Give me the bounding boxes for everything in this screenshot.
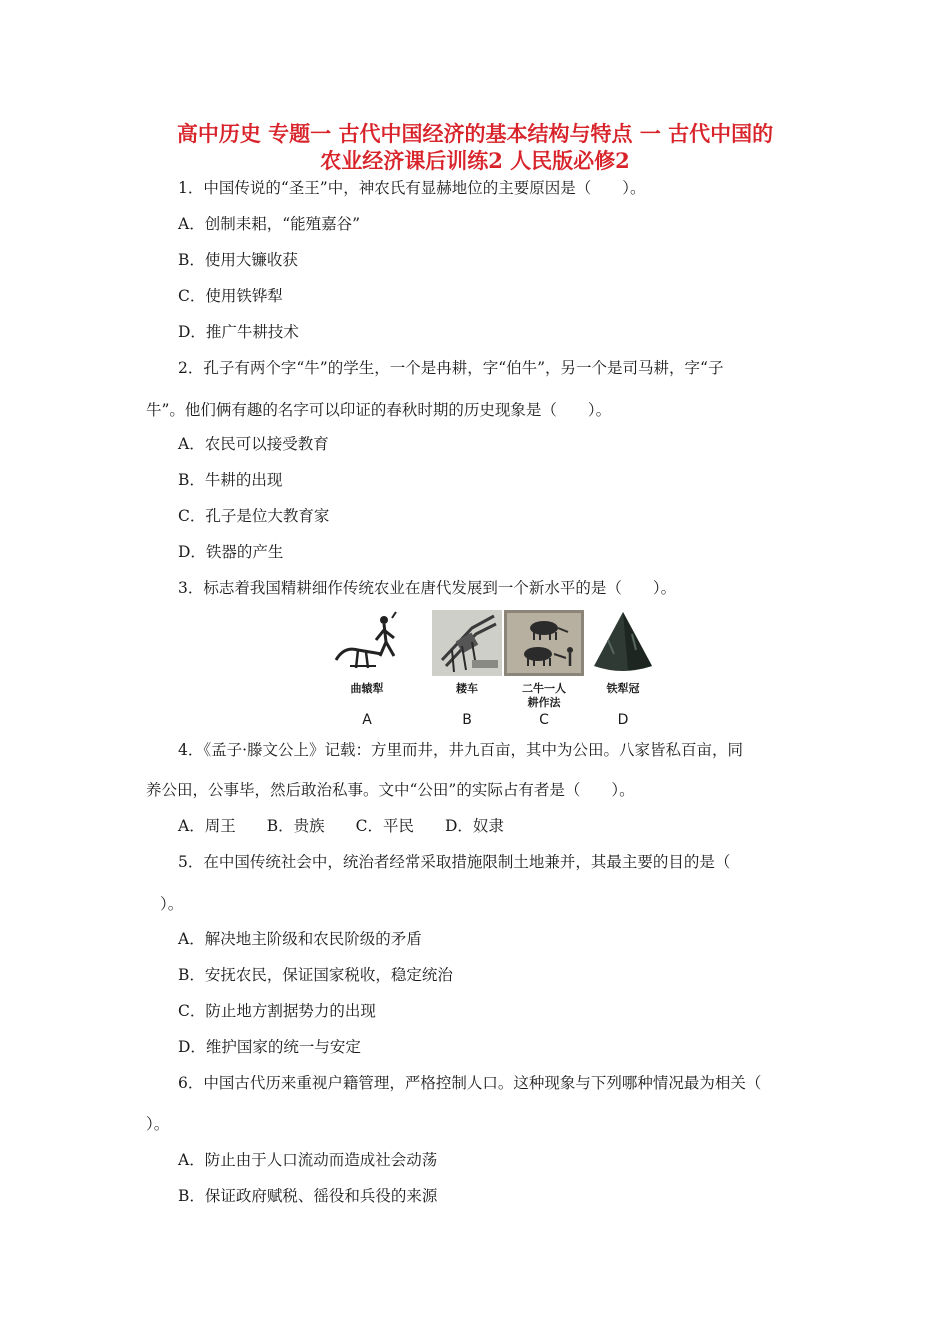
q2-stem-line-2: 牛”。他们俩有趣的名字可以印证的春秋时期的历史现象是（ ）。 [146, 401, 612, 419]
figure-caption-c-line-2: 耕作法 [527, 696, 561, 709]
title-line-1: 高中历史 专题一 古代中国经济的基本结构与特点 一 古代中国的 [176, 121, 774, 146]
document-title [120, 120, 830, 174]
q5-option-c: C．防止地方割据势力的出现 [178, 1002, 376, 1020]
q4-stem-line-2: 养公田，公事毕，然后敢治私事。文中“公田”的实际占有者是（ ）。 [146, 781, 635, 799]
curved-plow-image [332, 610, 402, 676]
q1-option-d: D．推广牛耕技术 [178, 323, 299, 341]
q6-stem-line-2: ）。 [146, 1115, 170, 1133]
q6-option-b: B．保证政府赋税、徭役和兵役的来源 [178, 1187, 438, 1205]
q5-option-b: B．安抚农民，保证国家税收，稳定统治 [178, 966, 453, 984]
q4-stem-line-1: 4．《孟子·滕文公上》记载：方里而井，井九百亩，其中为公田。八家皆私百亩，同 [178, 741, 744, 759]
q5-stem-line-2: ）。 [160, 895, 184, 913]
figure-letter-b: B [462, 712, 472, 728]
figure-caption-d: 铁犁冠 [606, 682, 640, 695]
q1-option-c: C．使用铁铧犁 [178, 287, 283, 305]
q2-option-c: C．孔子是位大教育家 [178, 507, 330, 525]
figure-caption-c [504, 682, 584, 710]
figure-caption-a: 曲辕犁 [350, 682, 384, 695]
figure-caption-c-line-1: 二牛一人 [522, 682, 566, 695]
q1-option-a: A．创制耒耜，“能殖嘉谷” [178, 215, 361, 233]
iron-plowshare-image [588, 610, 658, 676]
q4-options: A．周王 B．贵族 C．平民 D．奴隶 [178, 817, 504, 835]
figure-letter-c: C [539, 712, 549, 728]
q5-option-a: A．解决地主阶级和农民阶级的矛盾 [178, 930, 422, 948]
q2-option-b: B．牛耕的出现 [178, 471, 283, 489]
q6-stem-line-1: 6．中国古代历来重视户籍管理，严格控制人口。这种现象与下列哪种情况最为相关（ [178, 1074, 762, 1092]
seed-drill-image [432, 610, 502, 676]
q1-option-b: B．使用大镰收获 [178, 251, 298, 269]
q1-stem: 1．中国传说的“圣王”中，神农氏有显赫地位的主要原因是（ ）。 [178, 179, 646, 197]
two-oxen-plowing-mural-image [504, 610, 584, 676]
q2-option-a: A．农民可以接受教育 [178, 435, 329, 453]
q2-stem-line-1: 2．孔子有两个字“牛”的学生，一个是冉耕，字“伯牛”，另一个是司马耕，字“子 [178, 359, 724, 377]
q3-figure-panel [330, 610, 650, 735]
figure-caption-b: 耧车 [456, 682, 478, 695]
figure-letter-a: A [362, 712, 372, 728]
q6-option-a: A．防止由于人口流动而造成社会动荡 [178, 1151, 438, 1169]
title-line-2: 农业经济课后训练2 人民版必修2 [320, 148, 630, 173]
q5-option-d: D．维护国家的统一与安定 [178, 1038, 361, 1056]
q3-stem: 3．标志着我国精耕细作传统农业在唐代发展到一个新水平的是（ ）。 [178, 579, 677, 597]
q2-option-d: D．铁器的产生 [178, 543, 284, 561]
figure-letter-d: D [617, 712, 629, 728]
q5-stem-line-1: 5．在中国传统社会中，统治者经常采取措施限制土地兼并，其最主要的目的是（ [178, 853, 731, 871]
